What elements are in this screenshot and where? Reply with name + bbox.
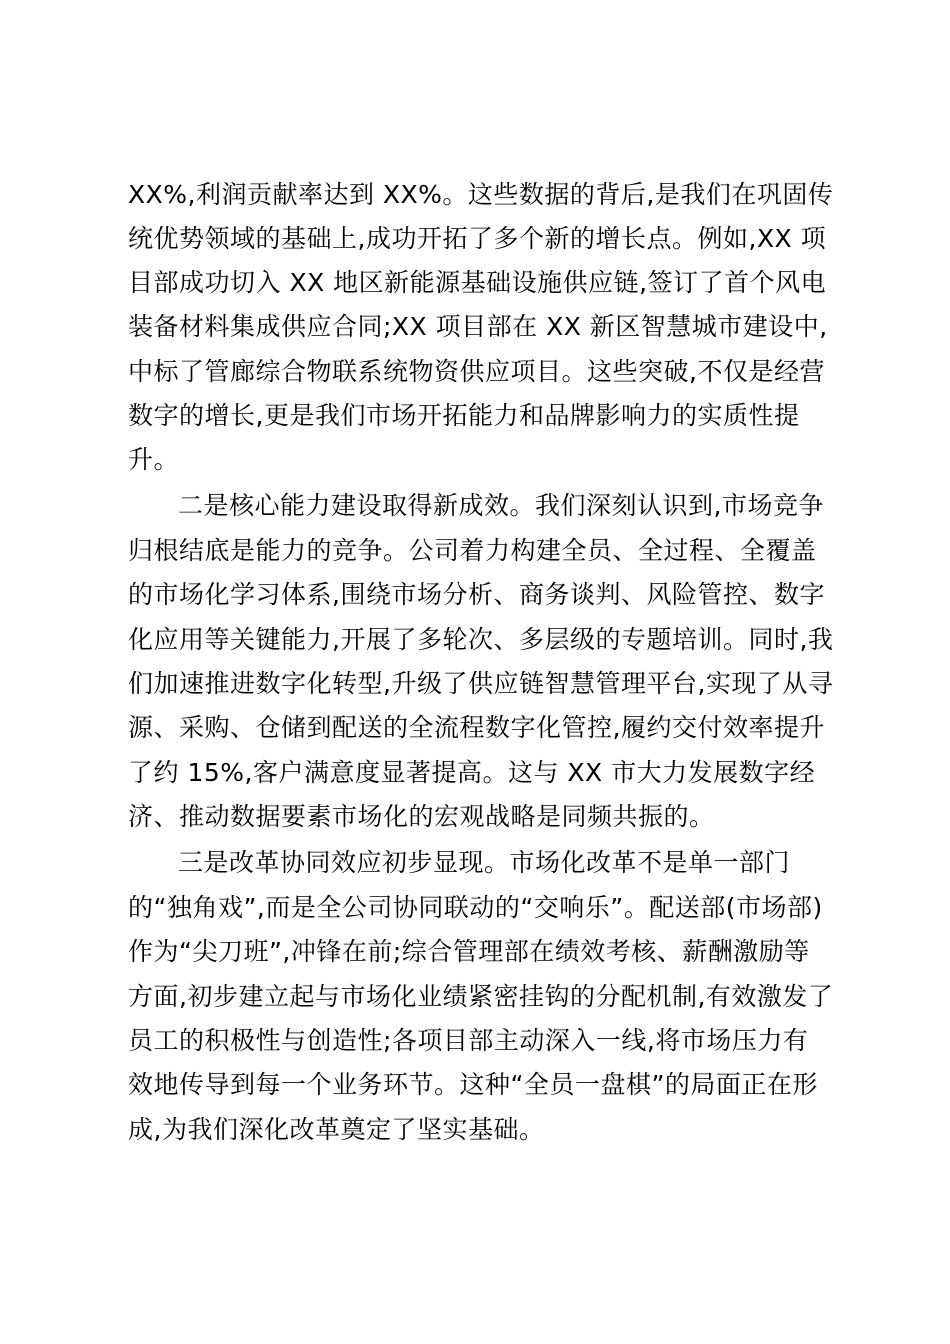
paragraph-heading-line: 二是核心能力建设取得新成效。我们深刻认识到,市场竞争 <box>178 491 824 520</box>
text-line: 效地传导到每一个业务环节。这种“全员一盘棋”的局面正在形 <box>128 1070 818 1099</box>
text-line: 成,为我们深化改革奠定了坚实基础。 <box>128 1115 545 1144</box>
text-line: 方面,初步建立起与市场化业绩紧密挂钩的分配机制,有效激发了 <box>128 982 834 1011</box>
text-line: 的“独角戏”,而是全公司协同联动的“交响乐”。配送部(市场部) <box>128 893 823 922</box>
text-line: 数字的增长,更是我们市场开拓能力和品牌影响力的实质性提 <box>128 401 800 430</box>
text-line: 了约 15%,客户满意度显著提高。这与 XX 市大力发展数字经 <box>128 758 816 787</box>
text-line: 装备材料集成供应合同;XX 项目部在 XX 新区智慧城市建设中, <box>128 312 828 341</box>
text-line: 济、推动数据要素市场化的宏观战略是同频共振的。 <box>128 802 715 831</box>
paragraph-heading-line: 三是改革协同效应初步显现。市场化改革不是单一部门 <box>178 848 791 877</box>
text-line: 化应用等关键能力,开展了多轮次、多层级的专题培训。同时,我 <box>128 625 834 654</box>
text-line: 中标了管廊综合物联系统物资供应项目。这些突破,不仅是经营 <box>128 357 825 386</box>
text-line: 的市场化学习体系,围绕市场分析、商务谈判、风险管控、数字 <box>128 580 825 609</box>
text-line: 目部成功切入 XX 地区新能源基础设施供应链,签订了首个风电 <box>128 268 827 297</box>
text-line: 归根结底是能力的竞争。公司着力构建全员、全过程、全覆盖 <box>128 536 817 565</box>
text-line: 统优势领域的基础上,成功开拓了多个新的增长点。例如,XX 项 <box>128 224 827 253</box>
text-line: 升。 <box>128 445 180 474</box>
text-line: XX%,利润贡献率达到 XX%。这些数据的背后,是我们在巩固传 <box>128 180 834 209</box>
text-line: 们加速推进数字化转型,升级了供应链智慧管理平台,实现了从寻 <box>128 669 834 698</box>
text-line: 作为“尖刀班”,冲锋在前;综合管理部在绩效考核、薪酬激励等 <box>128 937 810 966</box>
text-line: 员工的积极性与创造性;各项目部主动深入一线,将市场压力有 <box>128 1026 809 1055</box>
text-line: 源、采购、仓储到配送的全流程数字化管控,履约交付效率提升 <box>128 713 825 742</box>
